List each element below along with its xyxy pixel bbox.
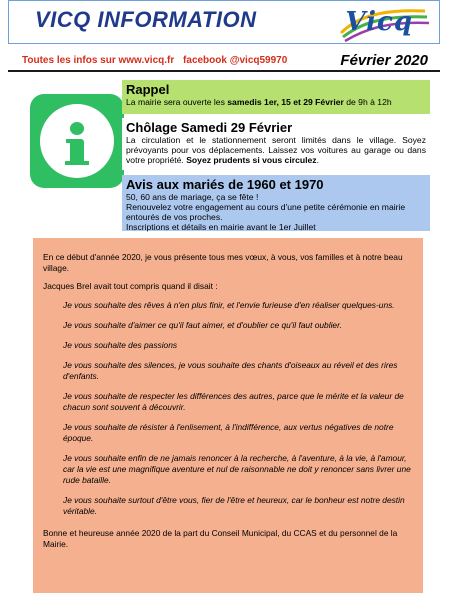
letter-brel: Jacques Brel avait tout compris quand il disait : — [43, 281, 218, 291]
header-divider — [8, 70, 440, 72]
mayor-letter — [33, 238, 423, 593]
avis-line: Renouvelez votre engagement au cours d'une petite cérémonie en mairie entourés de vos proches. — [126, 202, 406, 222]
letter-quote: Je vous souhaite d'aimer ce qu'il faut aimer, et d'oublier ce qu'il faut oublier. — [63, 320, 342, 330]
rappel-text-end: de 9h à 12h — [343, 97, 392, 107]
cholage-end: . — [316, 155, 319, 165]
letter-quote: Je vous souhaite enfin de ne jamais renoncer à la recherche, à l'aventure, à la vie, à l'amour, car la vie est une magnifique aventure et nul de raisonnable ne doit y renoncer sans livrer une rude bataille. — [63, 453, 411, 485]
cholage-warning: Soyez prudents si vous circulez — [186, 155, 317, 165]
facebook-link[interactable]: facebook @vicq59970 — [183, 55, 288, 66]
info-base — [65, 161, 89, 165]
issue-date: Février 2020 — [340, 52, 428, 69]
logo-word: Vicq — [345, 7, 413, 37]
info-circle — [40, 104, 114, 178]
links-line — [22, 55, 287, 66]
rappel-title: Rappel — [126, 82, 170, 97]
info-dot — [70, 122, 84, 135]
info-icon — [30, 94, 124, 188]
letter-quote: Je vous souhaite des rêves à n'en plus finir, et l'envie furieuse d'en réaliser quelques-uns. — [63, 300, 395, 310]
rappel-text-start: La mairie sera ouverte les — [126, 97, 228, 107]
letter-quote: Je vous souhaite des silences, je vous souhaite des chants d'oiseaux au réveil et des rires d'enfants. — [63, 360, 398, 381]
avis-line: Inscriptions et détails en mairie avant le 1er Juillet — [126, 222, 316, 232]
website-link[interactable]: Toutes les infos sur www.vicq.fr — [22, 55, 175, 66]
rappel-dates: samedis 1er, 15 et 29 Février — [227, 97, 344, 107]
letter-quote: Je vous souhaite de résister à l'enlisement, à l'indifférence, aux vertus négatives de notre époque. — [63, 422, 394, 443]
header-banner — [8, 0, 440, 44]
avis-line: 50, 60 ans de mariage, ça se fête ! — [126, 192, 259, 202]
avis-title: Avis aux mariés de 1960 et 1970 — [126, 177, 324, 192]
letter-closing: Bonne et heureuse année 2020 de la part du Conseil Municipal, du CCAS et du personnel de la Mairie. — [43, 528, 398, 549]
cholage-box — [122, 118, 430, 170]
letter-intro: En ce début d'année 2020, je vous présente tous mes vœux, à vous, vos familles et à notre beau village. — [43, 252, 403, 273]
avis-box — [122, 175, 430, 231]
cholage-body — [126, 135, 426, 165]
cholage-text: La circulation et le stationnement seront limités dans le village. Soyez prévoyants pour vos déplacements. Laissez vos voitures au garage ou dans votre propriété. — [126, 135, 426, 165]
cholage-title: Chôlage Samedi 29 Février — [126, 120, 293, 135]
letter-quote: Je vous souhaite de respecter les différences des autres, parce que le mérite et la valeur de chacun sont souvent à découvrir. — [63, 391, 404, 412]
letter-quote: Je vous souhaite surtout d'être vous, fier de l'être et heureux, car le bonheur est notre destin véritable. — [63, 495, 405, 516]
rappel-body — [126, 97, 426, 107]
page-title: VICQ INFORMATION — [35, 7, 257, 32]
letter-quote: Je vous souhaite des passions — [63, 340, 178, 350]
rappel-box — [122, 80, 430, 114]
vicq-logo[interactable] — [337, 3, 433, 43]
